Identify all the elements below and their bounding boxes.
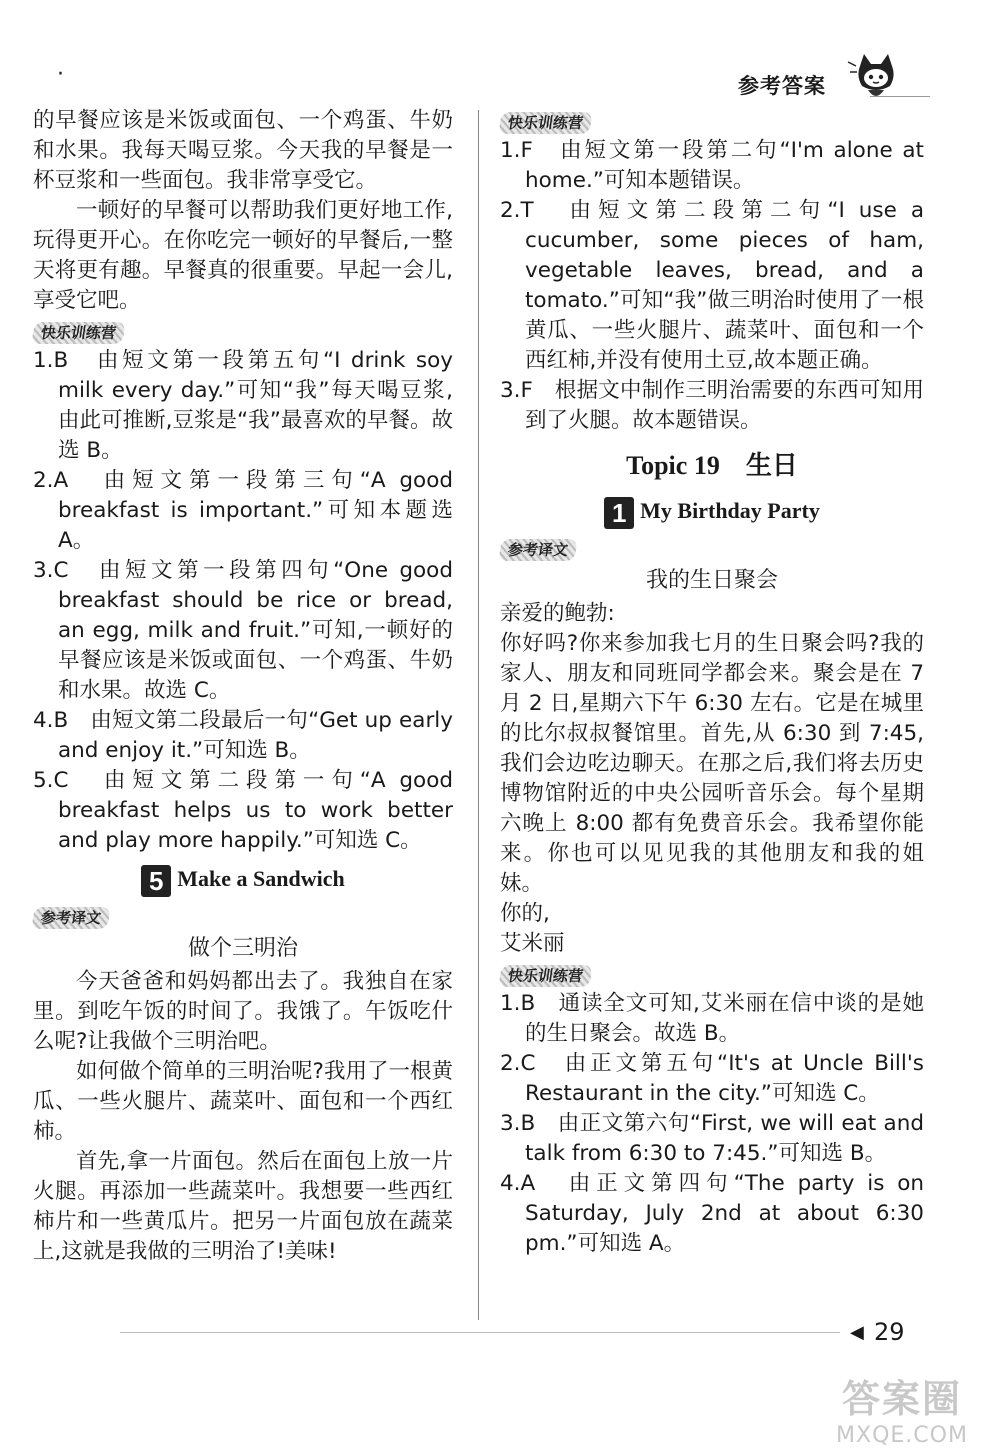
watermark-url: MXQE.COM bbox=[836, 1423, 968, 1448]
letter-signature: 艾米丽 bbox=[500, 930, 565, 956]
section-badge-translation: 参考译文 bbox=[498, 539, 577, 561]
lesson-title: My Birthday Party bbox=[640, 498, 820, 523]
lesson-heading bbox=[500, 494, 924, 529]
answer-item: 3.C 由短文第一段第四句“One good breakfast should be rice or bread, an egg, milk and fruit.”可知,一顿好的早餐应该是米饭或面包、一个鸡蛋、牛奶和水果。故选 C。 bbox=[33, 558, 453, 703]
section-badge-practice: 快乐训练营 bbox=[31, 322, 125, 344]
right-column bbox=[500, 106, 924, 1259]
page-arrow-icon: ◀ bbox=[850, 1322, 864, 1343]
lesson-number: 5 bbox=[141, 865, 171, 897]
letter-salutation: 亲爱的鲍勃: bbox=[500, 600, 615, 626]
answer-item: 1.F 由短文第一段第二句“I'm alone at home.”可知本题错误。 bbox=[500, 138, 924, 193]
topic-heading bbox=[500, 444, 924, 488]
topic-label: Topic 19 bbox=[626, 451, 720, 480]
footer-rule bbox=[120, 1332, 840, 1333]
letter-body: 你好吗?你来参加我七月的生日聚会吗?我的家人、朋友和同班同学都会来。聚会是在 7 月 2 日,星期六下午 6:30 左右。它是在城里的比尔叔叔餐馆里。首先,从 6:30 到 7:45,我们会边吃边聊天。在那之后,我们将去历史博物馆附近的中央公园听音乐会。每个星期六晚上 8:00 都有免费音乐会。我希望你能来。你也可以见见我的其他朋友和我的姐妹。 bbox=[500, 630, 924, 896]
answer-item: 2.T 由短文第二段第二句“I use a cucumber, some pieces of ham, vegetable leaves, bread, and a tomato.”可知“我”做三明治时使用了一根黄瓜、一些火腿片、蔬菜叶、面包和一个西红柿,并没有使用土豆,故本题正确。 bbox=[500, 198, 924, 373]
header-title: 参考答案 bbox=[738, 74, 826, 98]
answer-item: 3.F 根据文中制作三明治需要的东西可知用到了火腿。故本题错误。 bbox=[500, 378, 924, 433]
answer-item: 3.B 由正文第六句“First, we will eat and talk from 6:30 to 7:45.”可知选 B。 bbox=[500, 1110, 924, 1166]
translation-title: 做个三明治 bbox=[187, 935, 298, 961]
header-rule bbox=[870, 96, 930, 97]
answer-item: 2.C 由正文第五句“It's at Uncle Bill's Restaurant in the city.”可知选 C。 bbox=[500, 1050, 924, 1106]
letter-closing: 你的, bbox=[500, 900, 550, 926]
breakfast-translation-p1: 的早餐应该是米饭或面包、一个鸡蛋、牛奶和水果。我每天喝豆浆。今天我的早餐是一杯豆浆和一些面包。我非常享受它。 bbox=[33, 108, 453, 193]
lesson-title: Make a Sandwich bbox=[177, 866, 345, 891]
left-column bbox=[33, 106, 453, 1267]
header-dot: · bbox=[57, 62, 64, 87]
answer-item: 1.B 由短文第一段第五句“I drink soy milk every day.”可知“我”每天喝豆浆,由此可推断,豆浆是“我”最喜欢的早餐。故选 B。 bbox=[33, 348, 453, 463]
answer-item: 5.C 由短文第二段第一句“A good breakfast helps us to work better and play more happily.”可知选 C。 bbox=[33, 768, 453, 853]
section-badge-practice: 快乐训练营 bbox=[498, 965, 592, 987]
sandwich-translation-p3: 首先,拿一片面包。然后在面包上放一片火腿。再添加一些蔬菜叶。我想要一些西红柿片和一些黄瓜片。把另一片面包放在蔬菜上,这就是我做的三明治了!美味! bbox=[33, 1148, 453, 1264]
topic-name: 生日 bbox=[745, 451, 798, 480]
watermark-logo-text: 答案圈 bbox=[841, 1377, 962, 1421]
lesson-heading bbox=[33, 862, 453, 897]
watermark-logo bbox=[822, 1368, 982, 1448]
page-number: 29 bbox=[874, 1318, 905, 1346]
answer-item: 4.B 由短文第二段最后一句“Get up early and enjoy it.”可知选 B。 bbox=[33, 708, 453, 763]
answer-item: 2.A 由短文第一段第三句“A good breakfast is important.”可知本题选 A。 bbox=[33, 468, 453, 553]
column-divider bbox=[478, 110, 479, 1320]
sandwich-translation-p2: 如何做个简单的三明治呢?我用了一根黄瓜、一些火腿片、蔬菜叶、面包和一个西红柿。 bbox=[33, 1058, 453, 1144]
section-badge-translation: 参考译文 bbox=[31, 907, 110, 929]
answer-item: 4.A 由正文第四句“The party is on Saturday, July 2nd at about 6:30 pm.”可知选 A。 bbox=[500, 1170, 924, 1256]
breakfast-translation-p2: 一顿好的早餐可以帮助我们更好地工作,玩得更开心。在你吃完一顿好的早餐后,一整天将更有趣。早餐真的很重要。早起一会儿,享受它吧。 bbox=[33, 198, 453, 313]
answer-item: 1.B 通读全文可知,艾米丽在信中谈的是她的生日聚会。故选 B。 bbox=[500, 990, 924, 1046]
section-badge-practice: 快乐训练营 bbox=[498, 112, 592, 134]
lesson-number: 1 bbox=[604, 497, 634, 529]
sandwich-translation-p1: 今天爸爸和妈妈都出去了。我独自在家里。到吃午饭的时间了。我饿了。午饭吃什么呢?让我做个三明治吧。 bbox=[33, 968, 453, 1054]
translation-title: 我的生日聚会 bbox=[645, 567, 778, 593]
